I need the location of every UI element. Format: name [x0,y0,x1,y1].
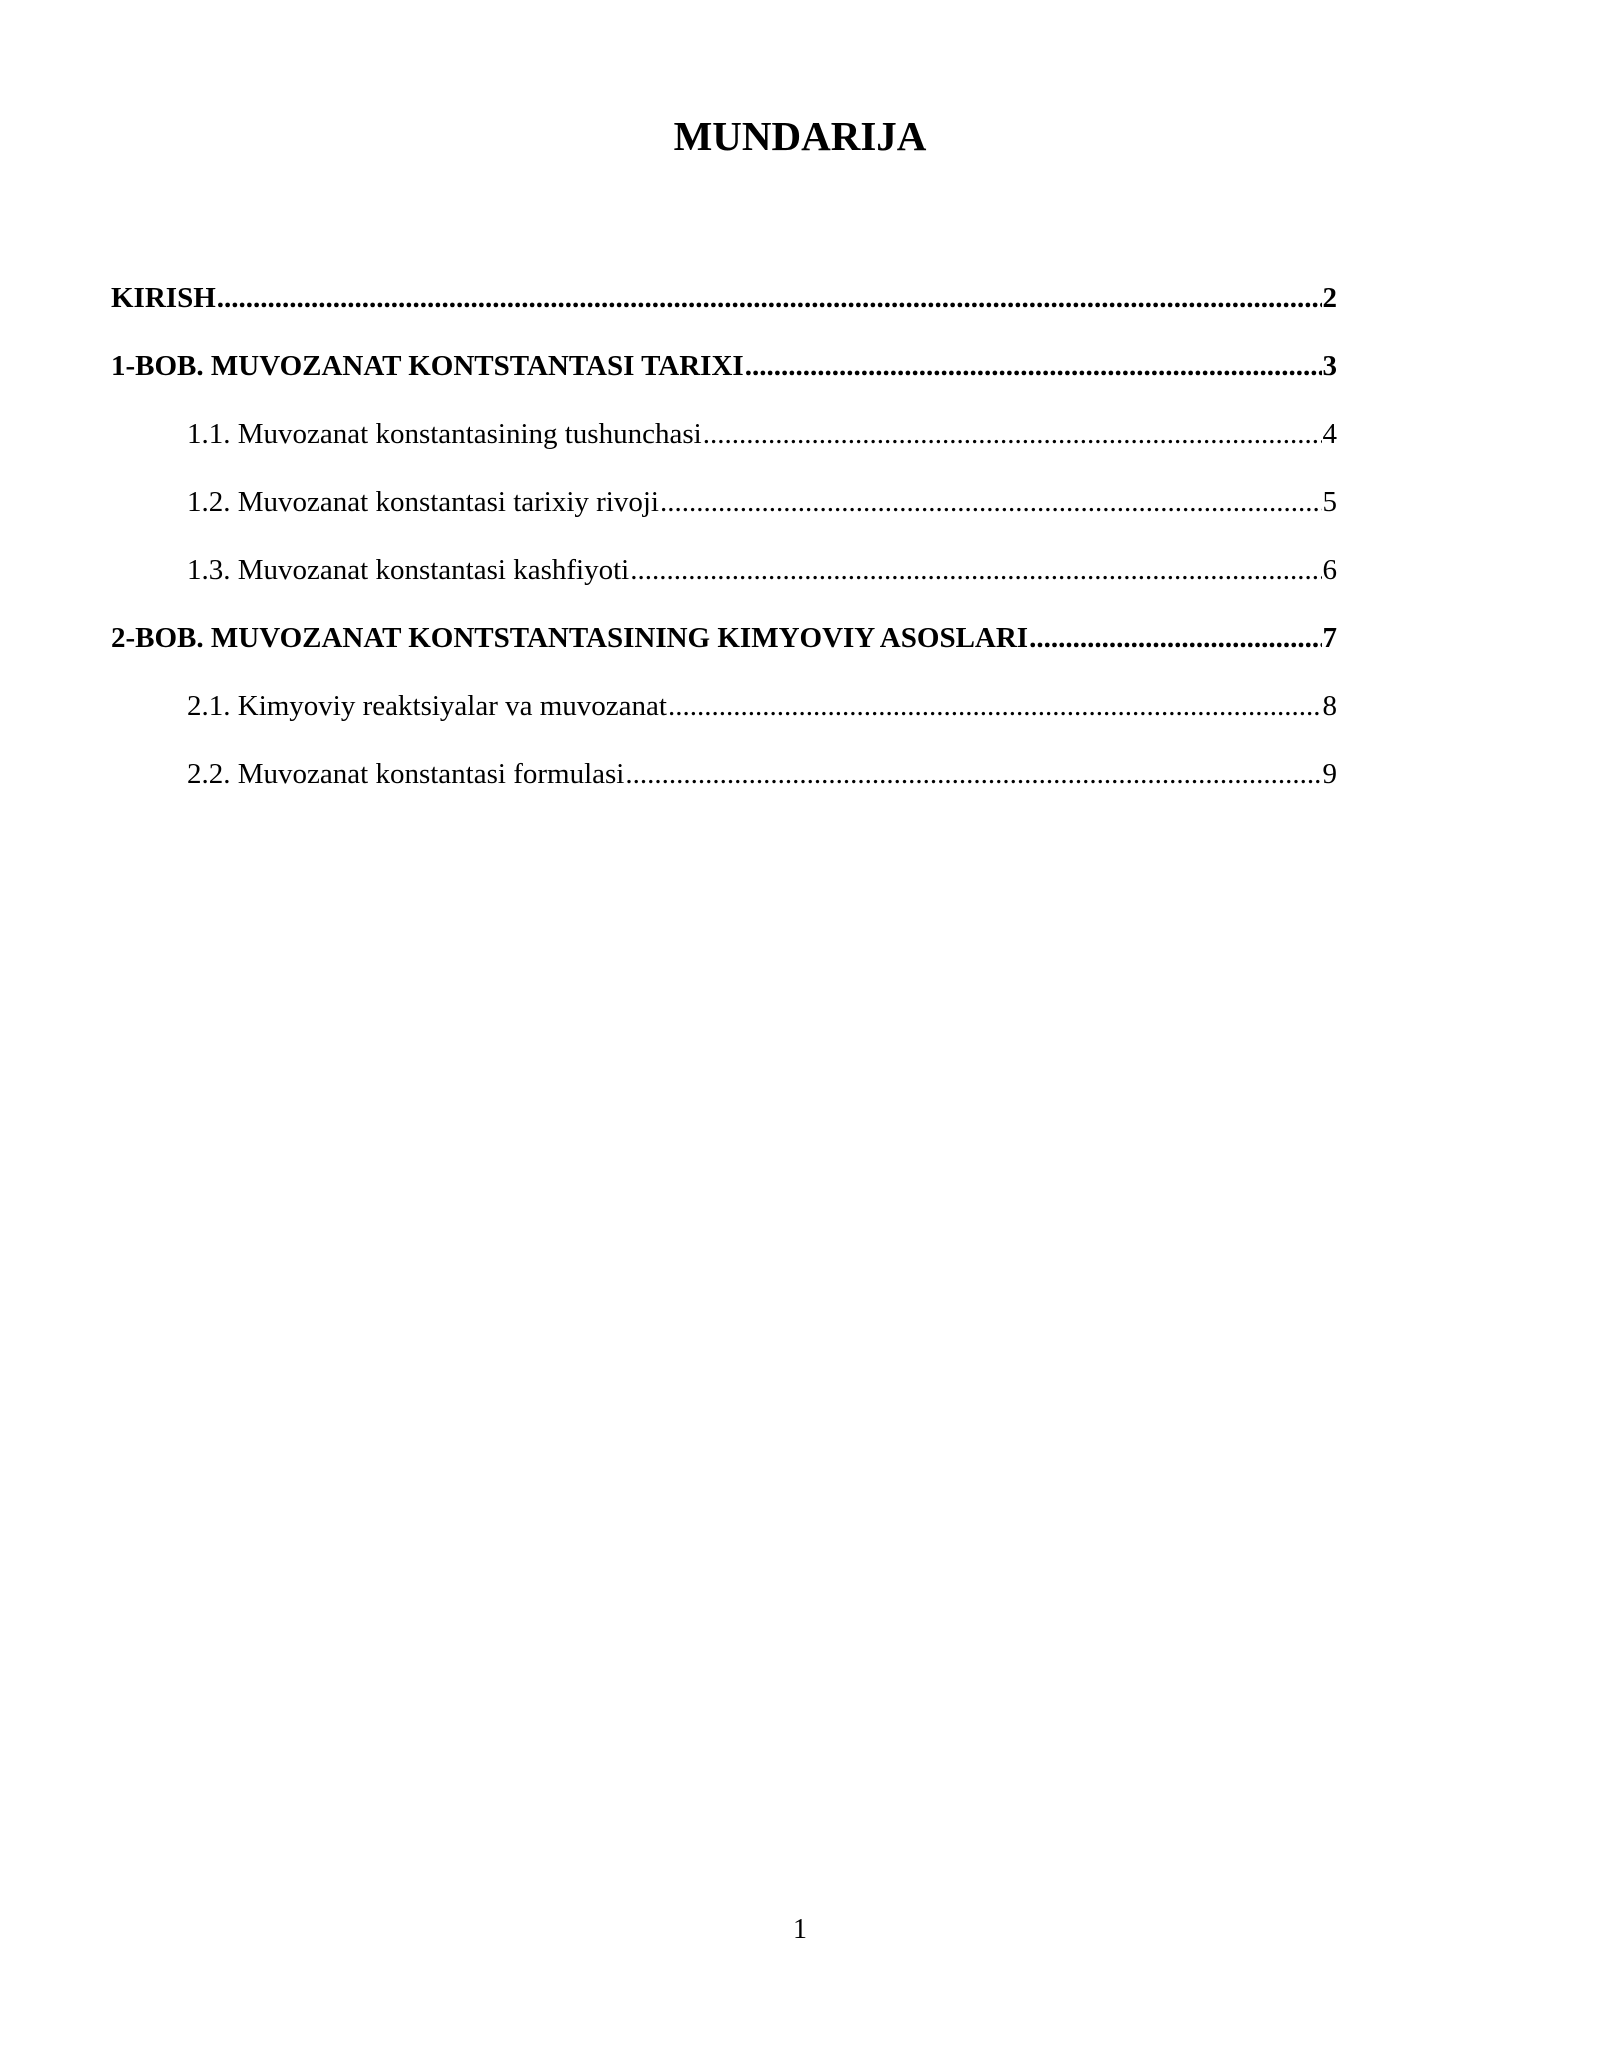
toc-entry-page: 5 [1322,486,1337,518]
toc-entry-page: 8 [1322,690,1337,722]
toc-dot-leader [703,416,1322,452]
toc-dot-leader [630,552,1321,588]
toc-entry-label: 1-BOB. MUVOZANAT KONTSTANTASI TARIXI [111,350,744,382]
toc-entry-chapter-2[interactable] [111,588,1337,656]
toc-entry-section-1-3[interactable] [111,520,1337,588]
toc-dot-leader [745,348,1322,384]
toc-entry-section-2-2[interactable] [111,724,1337,792]
toc-entry-label: 1.2. Muvozanat konstantasi tarixiy rivoji [187,486,659,518]
toc-entry-page: 3 [1322,350,1337,382]
toc-dot-leader [1029,620,1321,656]
table-of-contents [111,248,1337,792]
toc-entry-section-1-1[interactable] [111,384,1337,452]
toc-dot-leader [660,484,1322,520]
toc-dot-leader [217,280,1322,316]
toc-entry-chapter-1[interactable] [111,316,1337,384]
toc-entry-page: 9 [1322,758,1337,790]
toc-entry-label: 2.2. Muvozanat konstantasi formulasi [187,758,625,790]
toc-entry-label: 2-BOB. MUVOZANAT KONTSTANTASINING KIMYOVIY ASOSLARI [111,622,1029,654]
toc-entry-page: 4 [1322,418,1337,450]
page-number: 1 [793,1914,807,1945]
toc-entry-label: KIRISH [111,282,216,314]
toc-entry-label: 2.1. Kimyoviy reaktsiyalar va muvozanat [187,690,667,722]
page-title: MUNDARIJA [673,113,927,159]
toc-dot-leader [668,688,1322,724]
toc-entry-page: 7 [1322,622,1337,654]
toc-dot-leader [625,756,1321,792]
toc-entry-section-2-1[interactable] [111,656,1337,724]
toc-entry-label: 1.3. Muvozanat konstantasi kashfiyoti [187,554,630,586]
toc-entry-section-1-2[interactable] [111,452,1337,520]
toc-entry-page: 2 [1322,282,1337,314]
toc-entry-label: 1.1. Muvozanat konstantasining tushunchasi [187,418,702,450]
toc-entry-kirish[interactable] [111,248,1337,316]
toc-entry-page: 6 [1322,554,1337,586]
